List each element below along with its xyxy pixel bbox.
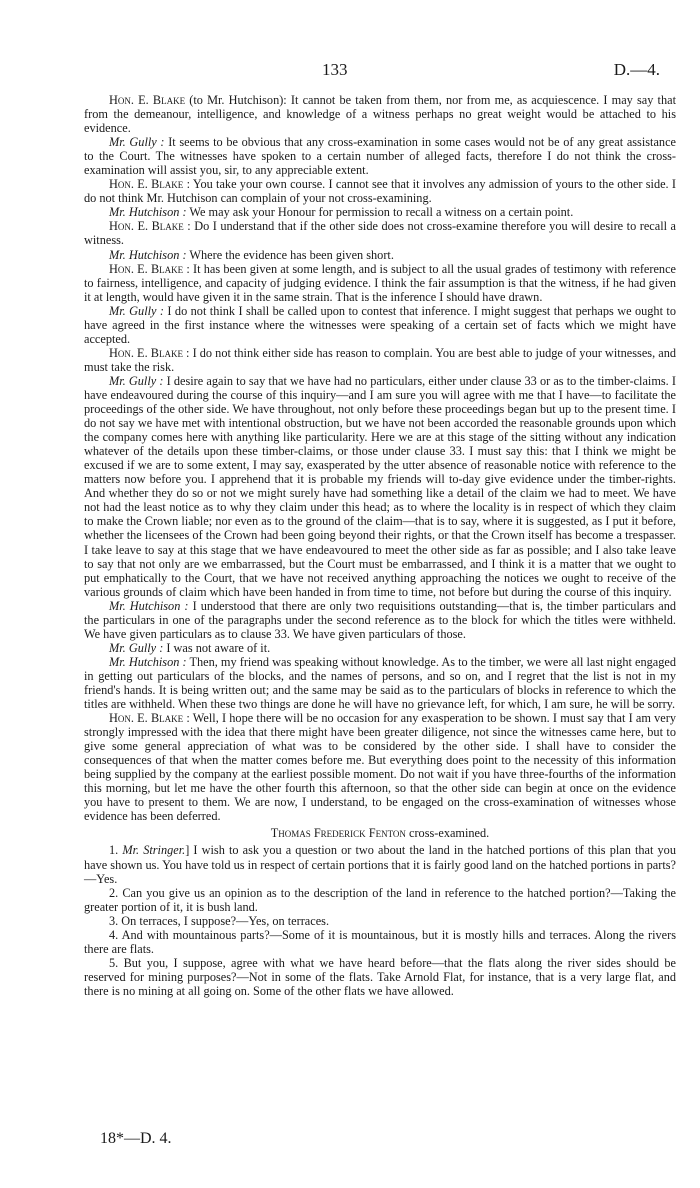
question-paragraph <box>84 843 676 885</box>
dialogue-paragraph <box>84 205 676 219</box>
dialogue-paragraph <box>84 135 676 177</box>
paragraph-text: I do not think I shall be called upon to contest that inference. I might suggest that perhaps we ought to have agreed in the first instance where the witnesses were speaking of a certain set of facts which we might have accepted. <box>84 303 676 346</box>
speaker-name: Hon. E. Blake : <box>109 261 190 276</box>
speaker-name: Mr. Gully : <box>109 135 165 150</box>
heading-rest: cross-examined. <box>405 826 490 841</box>
paragraph-text: (to Mr. Hutchison): It cannot be taken from them, nor from me, as acquiescence. I may say that from the demeanour, intelligence, and knowledge of a witness perhaps no great weight would be attached to his evidence. <box>84 93 676 136</box>
dialogue-paragraph <box>84 655 676 711</box>
question-number: 2. <box>109 885 123 900</box>
speaker-name: Mr. Gully : <box>109 640 164 655</box>
paragraph-text: Do I understand that if the other side does not cross-examine therefore you will desire to recall a witness. <box>84 219 677 248</box>
dialogue-section <box>84 93 676 823</box>
paragraph-text: We may ask your Honour for permission to recall a witness on a certain point. <box>186 205 574 220</box>
paragraph-text: I was not aware of it. <box>163 640 271 655</box>
question-text: And with mountainous parts?—Some of it is mountainous, but it is mostly hills and terraces. Along the rivers there are flats. <box>84 927 676 956</box>
speaker-name: Hon. E. Blake : <box>109 219 191 234</box>
question-paragraph <box>84 956 676 998</box>
dialogue-paragraph <box>84 304 676 346</box>
dialogue-paragraph <box>84 262 676 304</box>
speaker-name: Mr. Hutchison : <box>109 598 189 613</box>
speaker-name: Mr. Hutchison : <box>109 205 187 220</box>
dialogue-paragraph <box>84 93 676 135</box>
document-reference: D.—4. <box>613 60 660 79</box>
question-text: On terraces, I suppose?—Yes, on terraces. <box>121 913 330 928</box>
paragraph-text: It seems to be obvious that any cross-examination in some cases would not be of any great assistance to the Court. The witnesses have spoken to a certain number of alleged facts, therefore I do not think the cross-examination will assist you, sir, to any appreciable extent. <box>84 135 676 178</box>
speaker-name: Hon. E. Blake <box>109 93 186 107</box>
speaker-name: Mr. Hutchison : <box>109 247 187 262</box>
question-section <box>84 843 676 998</box>
question-paragraph <box>84 886 676 914</box>
question-number: 5. <box>109 955 124 970</box>
section-heading <box>84 826 676 840</box>
paragraph-text: I desire again to say that we have had no particulars, either under clause 33 or as to the timber-claims. I have endeavoured during the course of this inquiry—and I am sure you will agree with me that I have—to facilitate the proceedings of the other side. We have throughout, not only before these proceedings began but up to the present time. I do not say we have met with intentional obstruction, but we have not been accorded the reasonable grounds upon which the company comes here with anything like particularity. Here we are at this stage of the sitting without any indication whatever of the details upon these timber-claims, or those under clause 33. I must say this: that I think we might be excused if we are to some extent, I may say, exasperated by the utter absence of reasonable notice with reference to the matters now before you. I apprehend that it is probable my friends will to-day give evidence under the timber-rights. And whether they do so or not we might surely have had something like a detail of the claim we had to meet. We have not had the least notice as to why they claim under this head; as to where the locality is in respect of which they claim to make the Crown liable; nor even as to the ground of the claim—that is to say, where it is suggested, as I put it before, whether the licensees of the Crown had been going beyond their rights, or that the Crown itself has become a trespasser. I take leave to say at this stage that we have endeavoured to meet the other side as far as possible; and I also take leave to say that not only are we embarrassed, but the Court must be embarrassed, and I think it is a matter that we ought to put emphatically to the Court, that we have not received anything approaching the notices we ought to receive of the various grounds of claim which have been handed in from time to time, not before but during the course of this inquiry. <box>84 373 676 599</box>
speaker-name: Hon. E. Blake : <box>109 177 190 192</box>
dialogue-paragraph <box>84 599 676 641</box>
question-number: 4. <box>109 927 122 942</box>
speaker-name: Mr. Gully : <box>109 373 164 388</box>
question-text: Can you give us an opinion as to the description of the land in reference to the hatched portion?—Taking the greater portion of it, it is bush land. <box>84 885 677 914</box>
question-text: But you, I suppose, agree with what we have heard before—that the flats along the river sides should be reserved for mining purposes?—Not in some of the flats. Take Arnold Flat, for instance, that is a very large flat, and there is no mining at all going on. Some of the other flats we have allowed. <box>84 955 677 998</box>
dialogue-paragraph <box>84 177 676 205</box>
speaker-name: Mr. Hutchison : <box>109 654 187 669</box>
dialogue-paragraph <box>84 248 676 262</box>
paragraph-text: You take your own course. I cannot see that it involves any admission of yours to the other side. I do not think Mr. Hutchison can complain of your not cross-examining. <box>84 177 677 206</box>
paragraph-text: It has been given at some length, and is subject to all the usual grades of testimony with reference to fairness, intelligence, and capacity of judging evidence. I think the fair assumption is that the witness, if he had given it at length, would have given it in the same strain. That is the inference I should have drawn. <box>84 261 676 304</box>
speaker-name: Hon. E. Blake : <box>109 345 190 360</box>
question-number: 3. <box>109 913 122 928</box>
dialogue-paragraph <box>84 641 676 655</box>
footer-signature: 18*—D. 4. <box>100 1130 172 1147</box>
dialogue-paragraph <box>84 219 676 247</box>
page-header <box>0 60 700 82</box>
transcript-body <box>84 93 676 998</box>
witness-name: Thomas Frederick Fenton <box>270 826 406 841</box>
paragraph-text: Well, I hope there will be no occasion for any exasperation to be shown. I must say that I am very strongly impressed with the idea that there might have been greater diligence, not since the witnesses came here, but to give some general appreciation of what was to be considered by the other side. I shall have to consider the consequences of that when the matter comes before me. But everything does point to the necessity of this information being supplied by the company at the earliest possible moment. Do not wait if you have three-fourths of the information this morning, but let me have the other fourth this afternoon, so that the other side can begin at once on the evidence you have to present to them. We are now, I understand, to be engaged on the cross-examination of witnesses whose evidence has been deferred. <box>84 711 677 824</box>
speaker-name: Mr. Gully : <box>109 303 164 318</box>
paragraph-text: I understood that there are only two requisitions outstanding—that is, the timber particulars and the particulars in one of the paragraphs under the second reference as to the block for which the titles were withheld. We have given particulars as to clause 33. We have given particulars of those. <box>84 598 676 641</box>
question-paragraph <box>84 928 676 956</box>
question-text: ] I wish to ask you a question or two about the land in the hatched portions of this plan that you have shown us. You have told us in respect of certain portions that it is fairly good land on the hatched portions in parts?—Yes. <box>84 843 676 886</box>
speaker-name: Mr. Stringer. <box>122 843 186 858</box>
dialogue-paragraph <box>84 374 676 599</box>
paragraph-text: I do not think either side has reason to complain. You are best able to judge of your witnesses, and must take the risk. <box>84 345 676 374</box>
question-number: 1. <box>109 843 123 858</box>
dialogue-paragraph <box>84 711 676 823</box>
paragraph-text: Then, my friend was speaking without knowledge. As to the timber, we were all last night engaged in getting out particulars of the blocks, and the names of persons, and so on, and I regret that the list is not in my friend's hands. It is being written out; and the same may be said as to the particulars of blocks in reference to which the titles are withheld. When these two things are done he will have no grievance left, for which, I am sure, he will be sorry. <box>84 654 676 712</box>
page-number: 133 <box>322 60 348 79</box>
dialogue-paragraph <box>84 346 676 374</box>
question-paragraph <box>84 914 676 928</box>
paragraph-text: Where the evidence has been given short. <box>186 247 394 262</box>
speaker-name: Hon. E. Blake : <box>109 711 190 726</box>
